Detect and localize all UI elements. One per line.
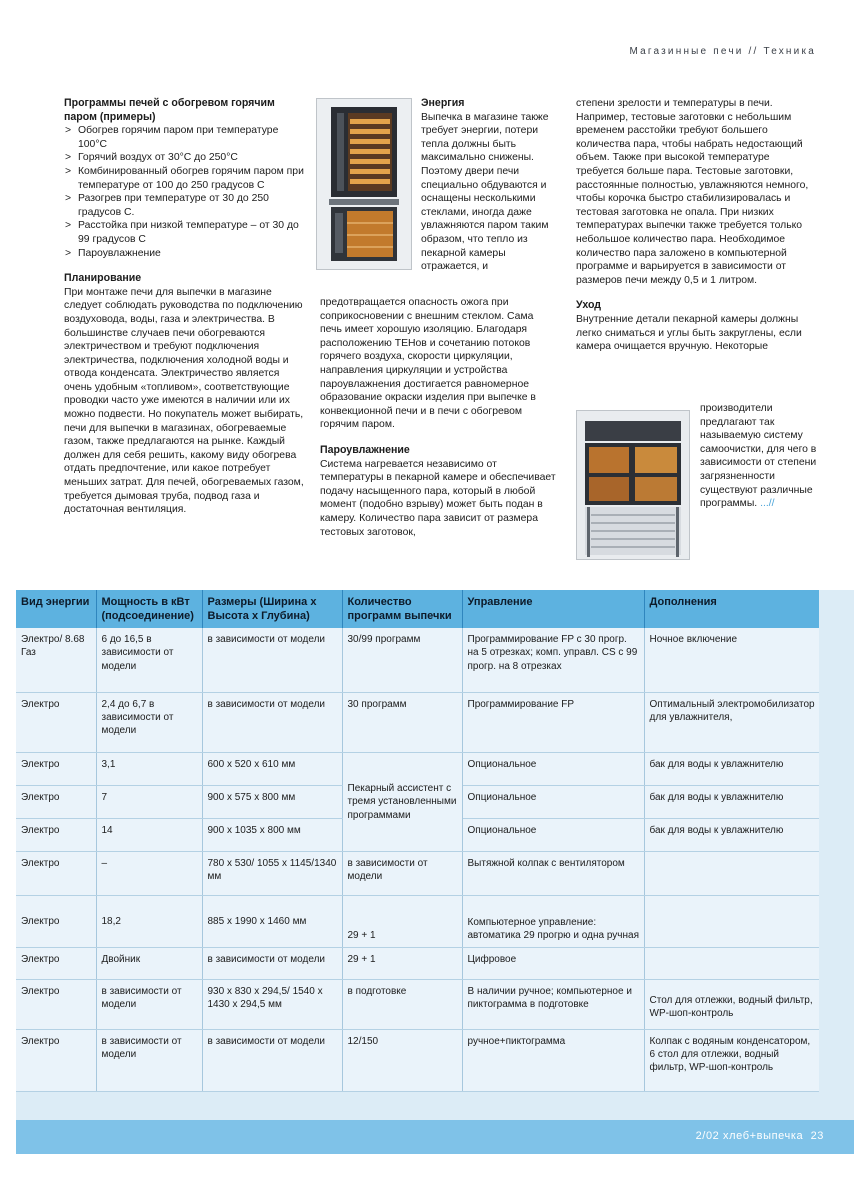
table-cell: Опциональное [462,752,644,785]
table-cell: в зависимости от модели [202,628,342,692]
list-item: > Обогрев горячим паром при температуре 100°С [64,124,304,151]
spec-table [16,590,819,1092]
table-cell: Компьютерное управление: автоматика 29 прогрю и одна ручная [462,895,644,947]
end-mark: ...// [760,498,775,510]
table-cell: 29 + 1 [342,895,462,947]
table-row [16,851,819,895]
column-1 [64,97,304,517]
header-power: Мощность в кВт (подсоединение) [96,590,202,628]
header-programs: Количество программ выпечки [342,590,462,628]
table-cell: Опциональное [462,818,644,851]
column-3-top [576,97,816,354]
table-cell: – [96,851,202,895]
table-cell: в зависимости от модели [96,979,202,1029]
table-cell: в зависимости от модели [96,1029,202,1091]
table-cell: 12/150 [342,1029,462,1091]
header-dimensions: Размеры (Ширина х Высота х Глубина) [202,590,342,628]
table-cell: Стол для отлежки, водный фильтр, WP-шоп-контроль [644,979,819,1029]
issue-label: 2/02 хлеб+выпечка [695,1130,804,1142]
table-cell: Двойник [96,947,202,979]
col3-text: степени зрелости и температуры в печи. Например, тестовые заготовки с небольшим временем расстойки требуют большего количества пара, чтобы набрать недостающий объем. Также при высокой температуре требуется больше пара. Тестовые заготовки, расстоянные полностью, увлажняются немного, чтобы корочка быстро стабилизировалась и тестовая заготовка не опала. При низких температурах выпечки также требуется только небольшое количество пара. Необходимое количество пара заложено в компьютерной программе и варьируется в зависимости от размеров печи между 0,5 и 1 литром. [576,98,809,286]
care-title: Уход [576,299,602,312]
table-cell: 30/99 программ [342,628,462,692]
care-text: Внутренние детали пекарной камеры должны легко сниматься и углы быть закруглены, если камера очищается вручную. Некоторые [576,313,802,353]
table-cell: 6 до 16,5 в зависимости от модели [96,628,202,692]
table-cell: Электро [16,851,96,895]
table-cell: Электро [16,752,96,785]
table-cell: Программирование FP с 30 прогр. на 5 отрезках; комп. управл. CS с 99 прогр. на 8 отрезках [462,628,644,692]
table-cell: 885 x 1990 x 1460 мм [202,895,342,947]
table-cell: 3,1 [96,752,202,785]
table-row [16,752,819,785]
table-cell: в зависимости от модели [202,1029,342,1091]
table-row [16,628,819,692]
page-footer [696,1130,824,1142]
energy-title: Энергия [421,97,465,109]
table-cell: 900 x 1035 x 800 мм [202,818,342,851]
steam-title: Пароувлажнение [320,443,410,456]
programs-list [64,124,304,260]
table-cell: 29 + 1 [342,947,462,979]
table-row [16,1029,819,1091]
table-cell [644,851,819,895]
table-cell: в подготовке [342,979,462,1029]
spec-table-panel [16,590,854,1120]
table-cell: 18,2 [96,895,202,947]
column-2-top [421,97,555,274]
programs-title: Программы печей с обогревом горячим паром (примеры) [64,97,275,123]
table-cell: Колпак с водяным конденсатором, 6 стол для отлежки, водный фильтр, WP-шоп-контроль [644,1029,819,1091]
header-extras: Дополнения [644,590,819,628]
table-cell: в зависимости от модели [202,692,342,752]
table-cell: Цифровое [462,947,644,979]
energy-text-cont: предотвращается опасность ожога при соприкосновении с внешним стеклом. Сама печь имеет хорошую изоляцию. Благодаря расположению ТЕНов и сочетанию потоков горячего воздуха, скорости циркуляции, направления циркуляции и устройства пароувлажнения достигается равномерное образование окраски изделия при выпечке в конвекционной печи и в печи с обогревом горячим паром. [320,297,536,431]
steam-text: Система нагревается независимо от температуры в пекарной камере и обеспечивает подачу насыщенного пара, который в любой момент (подобно взрыву) может быть подан в камеру. Количество пара зависит от размера тестовых заготовок, [320,458,556,538]
table-cell: В наличии ручное; компьютерное и пиктограмма в подготовке [462,979,644,1029]
column-3-bottom [700,402,818,511]
table-cell: Электро [16,785,96,818]
table-cell: Электро [16,895,96,947]
table-cell: Электро/ 8.68 Газ [16,628,96,692]
table-cell: Оптимальный электромобилизатор для увлажнителя, [644,692,819,752]
table-cell: Программирование FP [462,692,644,752]
table-row [16,979,819,1029]
page-number: 23 [810,1130,824,1142]
oven-photo-2 [576,410,690,560]
list-item: > Комбинированный обогрев горячим паром при температуре от 100 до 250 градусов С [64,165,304,192]
table-row [16,895,819,947]
table-cell [644,947,819,979]
table-cell: Электро [16,979,96,1029]
table-row [16,692,819,752]
energy-text: Выпечка в магазине также требует энергии, потери тепла должны быть максимально снижены. Поэтому двери печи специально обдуваются и оснащены несколькими стеклами, иногда даже увлажняются паром таким образом, что тепло из пекарной камеры отражается, и [421,111,549,273]
table-cell: ручное+пиктограмма [462,1029,644,1091]
table-cell: 7 [96,785,202,818]
planning-title: Планирование [64,272,142,285]
table-cell: 600 x 520 x 610 мм [202,752,342,785]
table-cell: Электро [16,692,96,752]
table-cell: Опциональное [462,785,644,818]
table-cell: Электро [16,818,96,851]
table-cell: бак для воды к увлажнителю [644,752,819,785]
header-energy: Вид энергии [16,590,96,628]
table-header-row [16,590,819,628]
table-cell: Вытяжной колпак с вентилятором [462,851,644,895]
table-cell: в зависимости от модели [202,947,342,979]
planning-text: При монтаже печи для выпечки в магазине следует соблюдать руководства по подключению воздуховода, воды, газа и электричества. В большинстве случаев печи обогреваются электричеством и требуют подключения электричества, подключения холодной воды и отвода конденсата. Электричество является очень удобным «топливом», соответствующие проводки часто уже имеются в наличии или их можно подвести. Но покупатель может выбирать, печи для выпечки в магазинах, обогреваемые газом, также предлагаются на рынке. Каждый должен для себя решить, какому виду обогрева отдать предпочтение, или какое потребует меньших затрат. Для печей, обогреваемых газом, требуется дымовая труба, подвод газа и достаточная вентиляция. [64,286,304,516]
table-cell: 900 x 575 x 800 мм [202,785,342,818]
table-cell: 930 x 830 x 294,5/ 1540 x 1430 x 294,5 мм [202,979,342,1029]
list-item: > Пароувлажнение [64,247,304,261]
table-cell: Электро [16,1029,96,1091]
list-item: > Расстойка при низкой температуре – от 30 до 99 градусов С [64,219,304,246]
oven-photo-1 [316,98,412,270]
header-control: Управление [462,590,644,628]
table-cell: 14 [96,818,202,851]
table-cell: Электро [16,947,96,979]
table-cell: 30 программ [342,692,462,752]
table-cell: 2,4 до 6,7 в зависимости от модели [96,692,202,752]
table-cell: бак для воды к увлажнителю [644,818,819,851]
list-item: > Горячий воздух от 30°С до 250°С [64,151,304,165]
table-cell [342,752,462,851]
care-text-cont: производители предлагают так называемую систему самоочистки, для чего в зависимости от степени загрязненности существуют различные программы. ...// [700,403,817,510]
table-row [16,947,819,979]
table-cell: в зависимости от модели [342,851,462,895]
column-2-bottom [320,296,558,539]
table-cell: бак для воды к увлажнителю [644,785,819,818]
section-header: Магазинные печи // Техника [629,46,816,57]
programs-assistant: Пекарный ассистент с тремя установленными программами [347,782,457,821]
table-cell: 780 x 530/ 1055 x 1145/1340 мм [202,851,342,895]
table-cell [644,895,819,947]
table-cell: Ночное включение [644,628,819,692]
list-item: > Разогрев при температуре от 30 до 250 градусов С. [64,192,304,219]
